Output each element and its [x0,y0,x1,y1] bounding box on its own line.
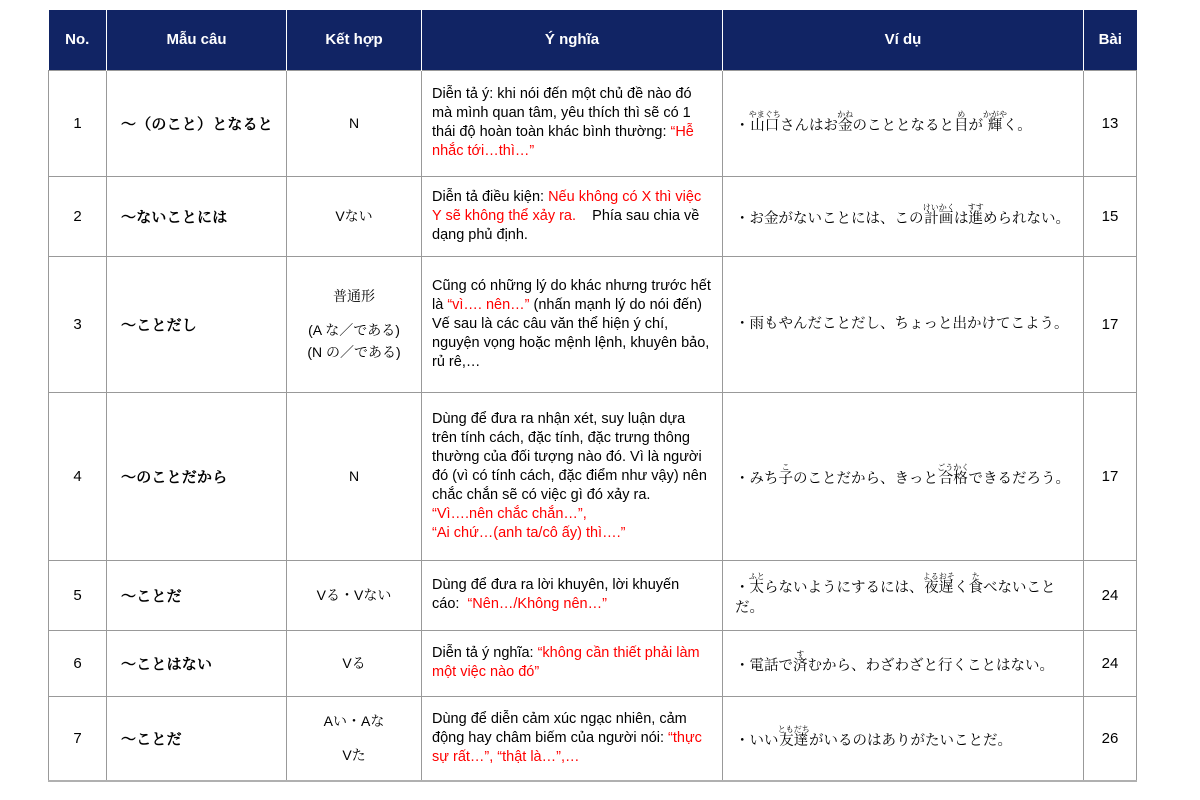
meaning-paragraph [432,524,712,543]
cell-pattern: ～（のこと）となると [107,70,287,176]
cell-example [723,560,1084,630]
cell-meaning [422,630,723,696]
cell-example [723,392,1084,560]
cell-combination [287,256,422,392]
meaning-highlight: Nếu không có X thì việc Y sẽ không thể xảy ra. [432,188,702,224]
table-row [49,256,1137,392]
example-sentence: ・太ふとらないようにするには、夜遅よるおそく食たべないことだ。 [735,572,1056,616]
example-sentence: ・電話で済すむから、わざわざと行くことはない。 [735,650,1054,674]
meaning-text: Diễn tả điều kiện: [432,188,549,205]
meaning-paragraph [432,85,712,161]
ruby-word: 食た [968,572,983,596]
meaning-paragraph [432,277,712,315]
table-row [49,696,1137,781]
combination-line: N [348,468,360,484]
meaning-text: Dùng để diễn cảm xúc ngạc nhiên, cảm động hay châm biếm của người nói: [432,710,687,746]
meaning-paragraph [432,315,712,372]
ruby-word: 計画けいかく [922,203,955,227]
cell-example [723,630,1084,696]
meaning-highlight: “không cần thiết phải làm một việc nào đó” [432,645,700,680]
ruby-word: 友達ともだち [777,725,810,750]
column-header-pattern: Mẫu câu [107,10,287,70]
cell-combination [287,696,422,781]
meaning-paragraph [432,410,712,505]
cell-combination [287,70,422,176]
meaning-paragraph [432,710,712,767]
meaning-paragraph [432,505,712,524]
cell-combination [287,560,422,630]
table-row [49,560,1137,630]
cell-no: 3 [49,256,107,392]
cell-pattern: ～のことだから [107,392,287,560]
table-row [49,70,1137,176]
cell-example [723,70,1084,176]
meaning-highlight: “Ai chứ…(anh ta/cô ấy) thì….” [432,524,626,541]
example-sentence: ・みち子このことだから、きっと合格ごうかくできるだろう。 [735,463,1070,487]
cell-meaning [422,696,723,781]
meaning-highlight: “Vì….nên chắc chắn…”, [432,505,587,522]
ruby-word: 目め [954,110,969,134]
cell-no: 5 [49,560,107,630]
cell-lesson: 24 [1084,560,1137,630]
cell-no: 4 [49,392,107,560]
combination-line: Aい・Aな [323,713,385,730]
cell-pattern: ～ことはない [107,630,287,696]
cell-lesson: 15 [1084,176,1137,256]
cell-example [723,696,1084,781]
column-header-combination: Kết hợp [287,10,422,70]
table-row [49,176,1137,256]
example-sentence: ・お金がないことには、この計画けいかくは進すすめられない。 [735,203,1070,227]
cell-combination [287,176,422,256]
meaning-highlight: “vì…. nên…” [447,296,530,313]
ruby-word: 進すす [967,203,984,227]
ruby-word: 山口やまぐち [748,110,781,134]
meaning-highlight: “thực sự rất…”, “thật là…”,… [432,729,702,765]
cell-pattern: ～ことだし [107,256,287,392]
combination-line: (A な／である) [308,322,400,338]
meaning-text: Dùng để đưa ra nhận xét, suy luận dựa trên tính cách, đặc tính, đặc trưng thông thường của đối tượng nào đó. Vì là người đó (vì có tính cách, đặc điểm như vậy) nên chắc chắn sẽ có việc gì đó xảy ra. [432,410,707,503]
cell-meaning [422,560,723,630]
combination-line: Vる・Vない [316,587,392,603]
cell-no: 2 [49,176,107,256]
grammar-table-body [49,70,1137,781]
meaning-highlight: “Hễ nhắc tới…thì…” [432,124,694,159]
cell-pattern: ～ことだ [107,696,287,781]
meaning-highlight: “Nên…/Không nên…” [467,596,607,612]
meaning-text: Vế sau là các câu văn thể hiện ý chí, nguyện vọng hoặc mệnh lệnh, khuyên bảo, rủ rê,… [432,315,710,370]
cell-no: 7 [49,696,107,781]
cell-example [723,176,1084,256]
header-row [49,10,1137,70]
cell-no: 1 [49,70,107,176]
cell-combination [287,392,422,560]
combination-line: N [348,115,360,131]
column-header-lesson: Bài [1084,10,1137,70]
combination-line: (N の／である) [307,344,401,360]
cell-combination [287,630,422,696]
column-header-example: Ví dụ [723,10,1084,70]
example-sentence: ・山口やまぐちさんはお金かねのこととなると目めが 輝かがやく。 [735,110,1032,134]
column-header-meaning: Ý nghĩa [422,10,723,70]
meaning-text: Diễn tả ý nghĩa: [432,645,538,661]
cell-meaning [422,70,723,176]
column-header-no: No. [49,10,107,70]
cell-pattern: ～ないことには [107,176,287,256]
cell-pattern: ～ことだ [107,560,287,630]
grammar-table [48,10,1137,782]
grammar-table-container [48,10,1137,782]
combination-gap [291,732,417,744]
cell-lesson: 17 [1084,392,1137,560]
ruby-word: 夜遅よるおそ [922,572,955,596]
meaning-text: Cũng có những lý do khác nhưng trước hết là [432,277,711,313]
ruby-word: 済す [793,650,808,674]
meaning-paragraph [432,644,712,682]
cell-no: 6 [49,630,107,696]
cell-lesson: 26 [1084,696,1137,781]
cell-meaning [422,392,723,560]
ruby-word: 子こ [778,463,793,487]
cell-lesson: 17 [1084,256,1137,392]
ruby-word: 太ふと [748,572,765,596]
meaning-text: Phía sau chia về dạng phủ định. [432,207,700,243]
example-sentence: ・いい友達ともだちがいるのはありがたいことだ。 [735,725,1012,750]
ruby-word: 合格ごうかく [937,463,970,487]
cell-meaning [422,176,723,256]
meaning-text: Diễn tả ý: khi nói đến một chủ đề nào đó mà mình quan tâm, yêu thích thì sẽ có 1 thái độ hoàn toàn khác bình thường: [432,86,692,140]
combination-gap [291,307,417,319]
combination-line: Vない [335,208,373,224]
combination-line: 普通形 [333,288,375,304]
ruby-word: 金かね [837,110,854,134]
meaning-text: (nhấn mạnh lý do nói đến) [529,296,703,313]
meaning-text: Dùng để đưa ra lời khuyên, lời khuyến cáo: [432,577,680,612]
combination-line: Vた [342,747,366,764]
combination-line: Vる [342,655,366,671]
cell-example [723,256,1084,392]
cell-lesson: 13 [1084,70,1137,176]
ruby-word: 輝かがや [983,110,1008,134]
meaning-paragraph [432,576,712,614]
table-header [49,10,1137,70]
meaning-paragraph [432,188,712,245]
cell-lesson: 24 [1084,630,1137,696]
cell-meaning [422,256,723,392]
table-row [49,392,1137,560]
example-sentence: ・雨もやんだことだし、ちょっと出かけてこよう。 [735,316,1069,332]
table-row [49,630,1137,696]
